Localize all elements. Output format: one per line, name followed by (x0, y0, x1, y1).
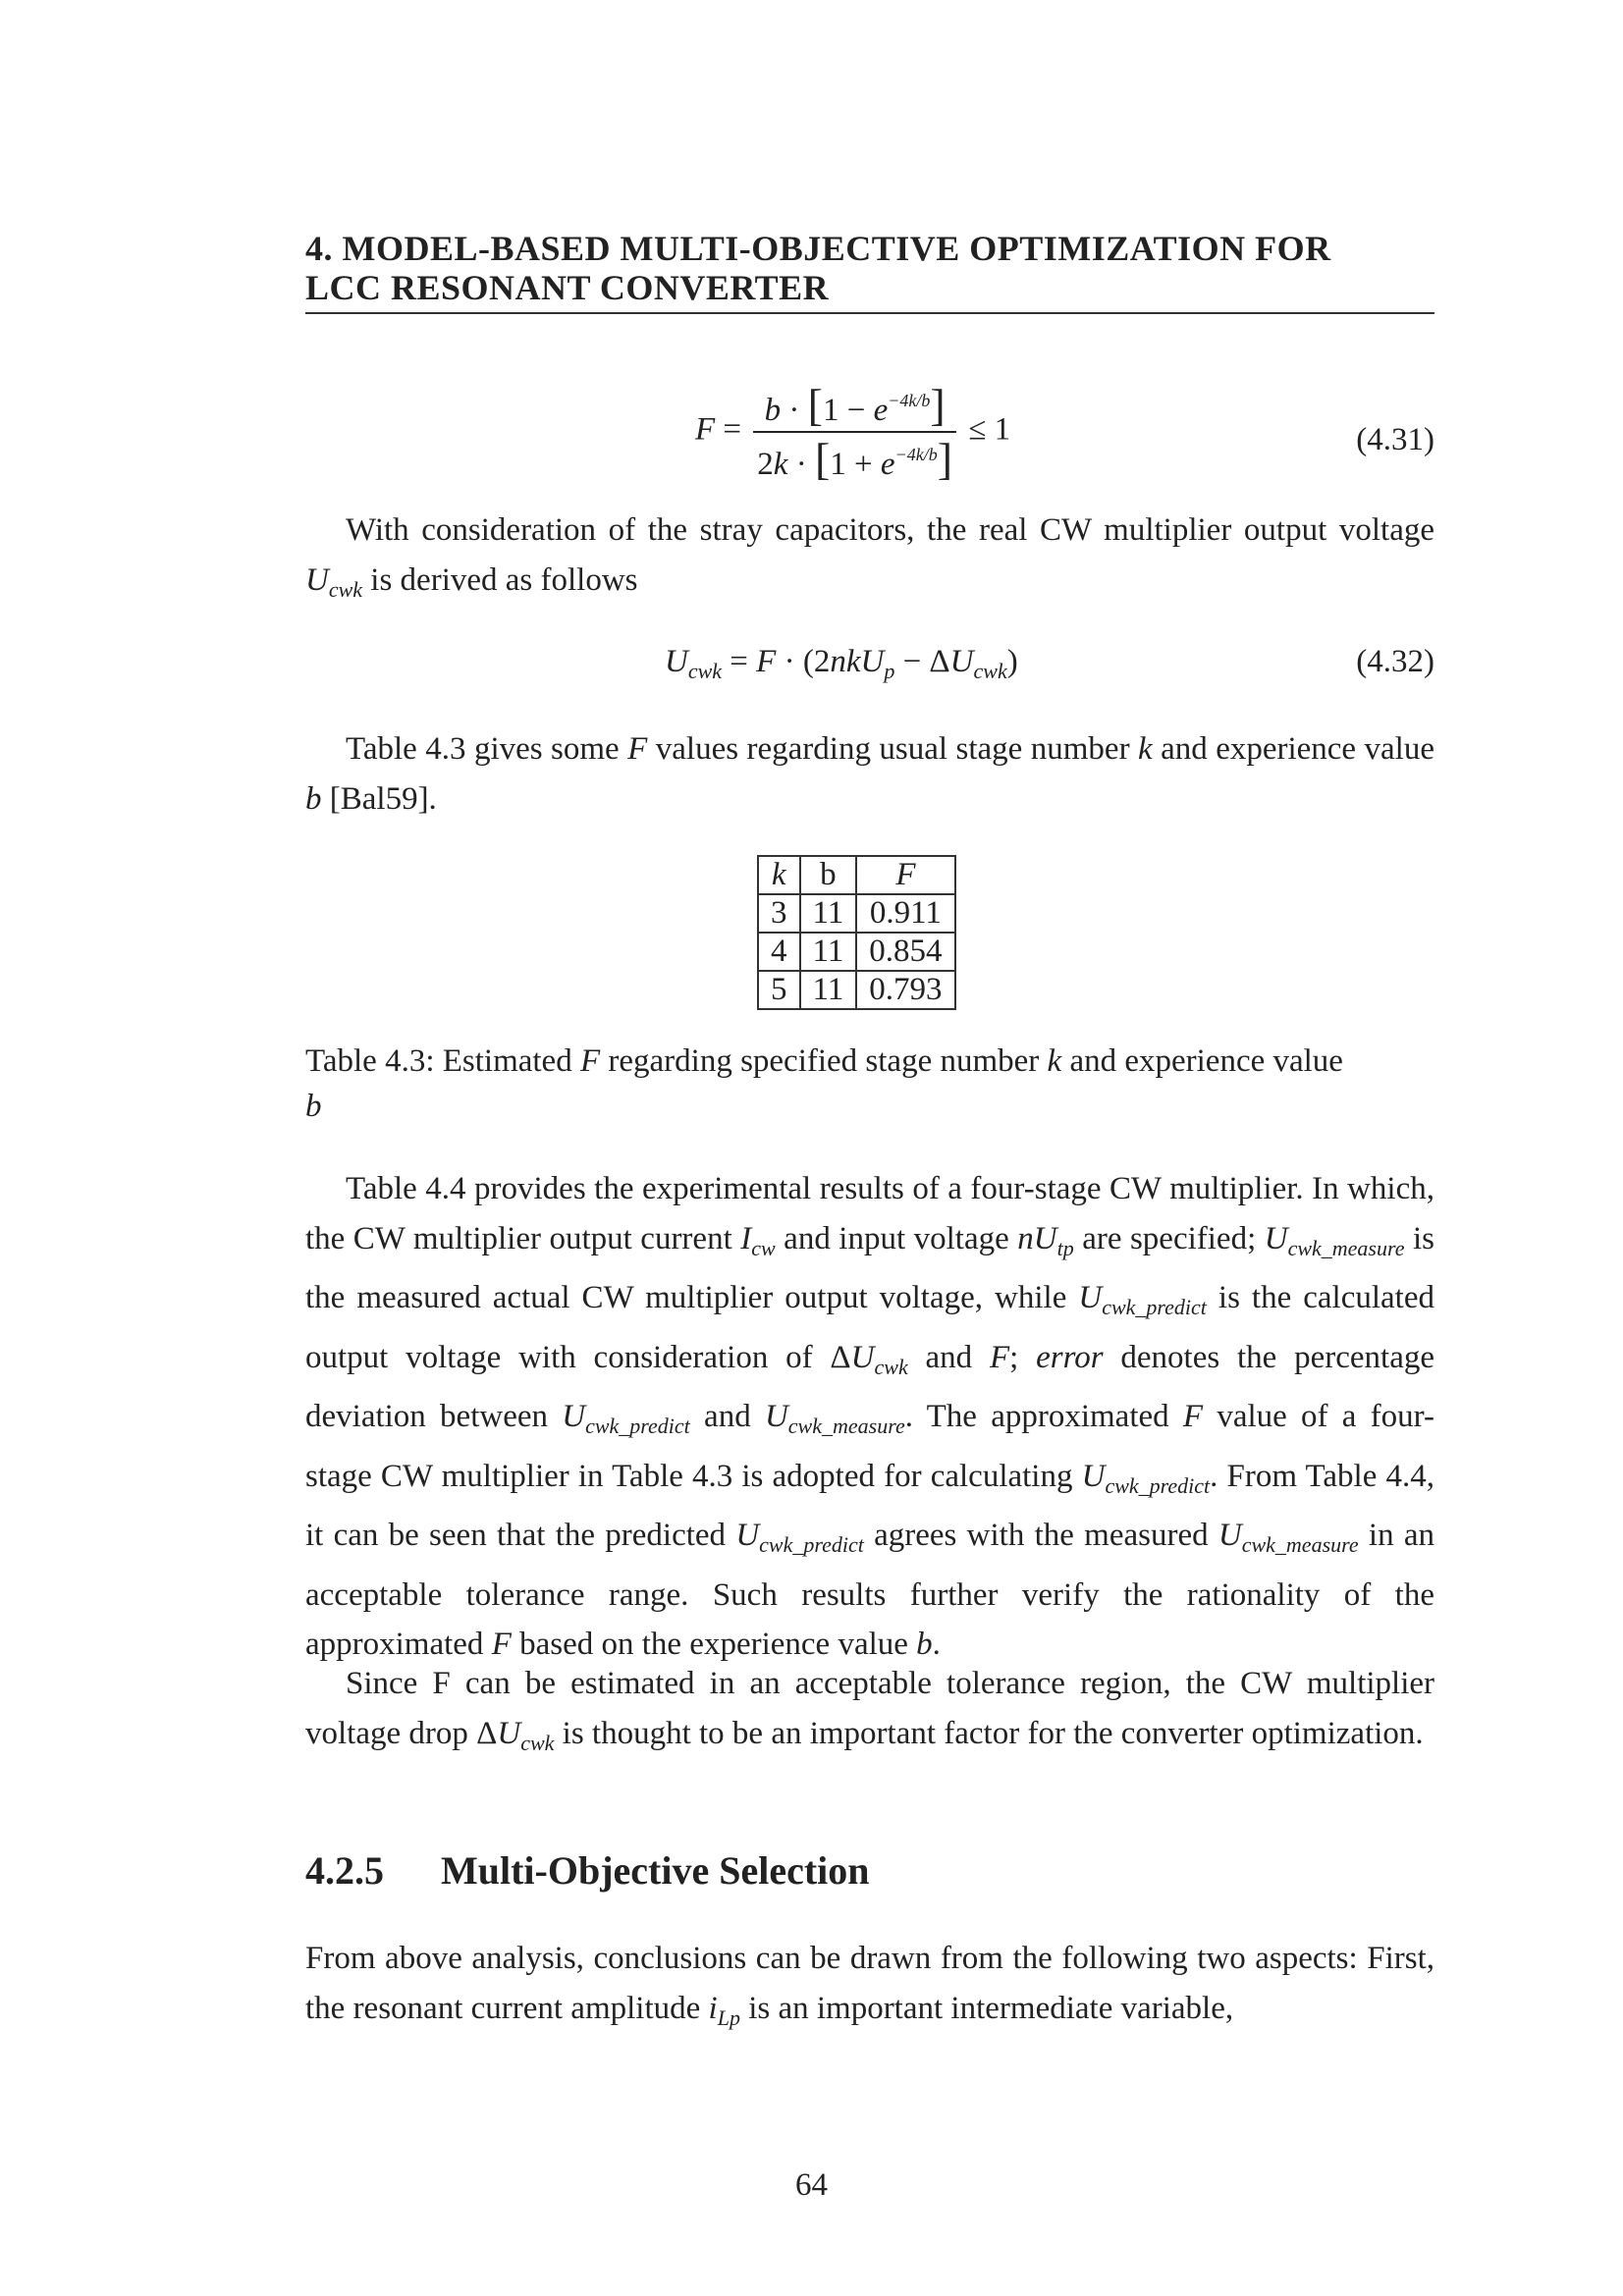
header-line-2: LCC RESONANT CONVERTER (305, 268, 830, 307)
table-row (758, 894, 955, 933)
section-title: Multi-Objective Selection (441, 1848, 870, 1893)
running-header (305, 229, 1434, 307)
equation-4-32: $U_{cwk} = F \cdot (2nkU_p - \Delta U_{cwk})$ (665, 644, 1018, 683)
paragraph-stray-capacitors: With consideration of the stray capacitors, the real CW multiplier output voltage $U_{cwk}$ is derived as follows (305, 512, 1434, 602)
table-cell: 11 (800, 894, 857, 933)
section-number: 4.2.5 (305, 1848, 384, 1893)
page-number: 64 (795, 2167, 828, 2203)
table-cell: 11 (800, 971, 857, 1009)
table-row (758, 933, 955, 971)
table-header-f: F (856, 856, 954, 894)
table-cell: 11 (800, 933, 857, 971)
paragraph-table-intro: Table 4.3 gives some F values regarding usual stage number k and experience value b [Bal59]. (305, 731, 1434, 817)
table-cell: 4 (758, 933, 800, 971)
paragraph-voltage-drop: Since F can be estimated in an acceptable tolerance region, the CW multiplier voltage drop $\Delta U_{cwk}$ is thought to be an important factor for the converter optimization. (305, 1666, 1434, 1755)
table-cell: 0.854 (856, 933, 954, 971)
table-header-b: b (800, 856, 857, 894)
table-caption: Table 4.3: Estimated F regarding specified stage number k and experience value b (305, 1043, 1343, 1124)
header-rule (305, 312, 1434, 314)
paragraph-experimental-results: Table 4.4 provides the experimental results of a four-stage CW multiplier. In which, the CW multiplier output current $I_{cw}$ and input voltage $nU_{tp}$ are specified; $U_{cwk\_measure}$ is the measured actual CW multiplier output voltage, while $U_{cwk\_predict}$ is the calculated output voltage with consideration of $\Delta U_{cwk}$ and F; error denotes the percentage deviation between $U_{cwk\_predict}$ and $U_{cwk\_measure}$. The approximated F value of a four-stage CW multiplier in Table 4.3 is adopted for calculating $U_{cwk\_predict}$. From Table 4.4, it can be seen that the predicted $U_{cwk\_predict}$ agrees with the measured $U_{cwk\_measure}$ in an acceptable tolerance range. Such results further verify the rationality of the approximated F based on the experience value b. (305, 1171, 1435, 1662)
table-4-3 (757, 855, 956, 1010)
equation-number-4-31: (4.31) (1356, 422, 1434, 457)
table-cell: 3 (758, 894, 800, 933)
table-cell: 0.793 (856, 971, 954, 1009)
table-header-k: k (758, 856, 800, 894)
section-heading (305, 1847, 870, 1894)
header-line-1: 4. MODEL-BASED MULTI-OBJECTIVE OPTIMIZATION FOR (305, 229, 1331, 268)
table-cell: 5 (758, 971, 800, 1009)
table-header-row (758, 856, 955, 894)
table-cell: 0.911 (856, 894, 954, 933)
paragraph-conclusions: From above analysis, conclusions can be drawn from the following two aspects: First, the resonant current amplitude $i_{Lp}$ is an important intermediate variable, (305, 1941, 1434, 2030)
equation-4-31: F = $\frac{b \cdot [1 - e^{-4k/b}]}{2k \cdot [1 + e^{-4k/b}]}$ ≤ 1 (695, 380, 1011, 484)
equation-number-4-32: (4.32) (1356, 644, 1434, 679)
table-row (758, 971, 955, 1009)
